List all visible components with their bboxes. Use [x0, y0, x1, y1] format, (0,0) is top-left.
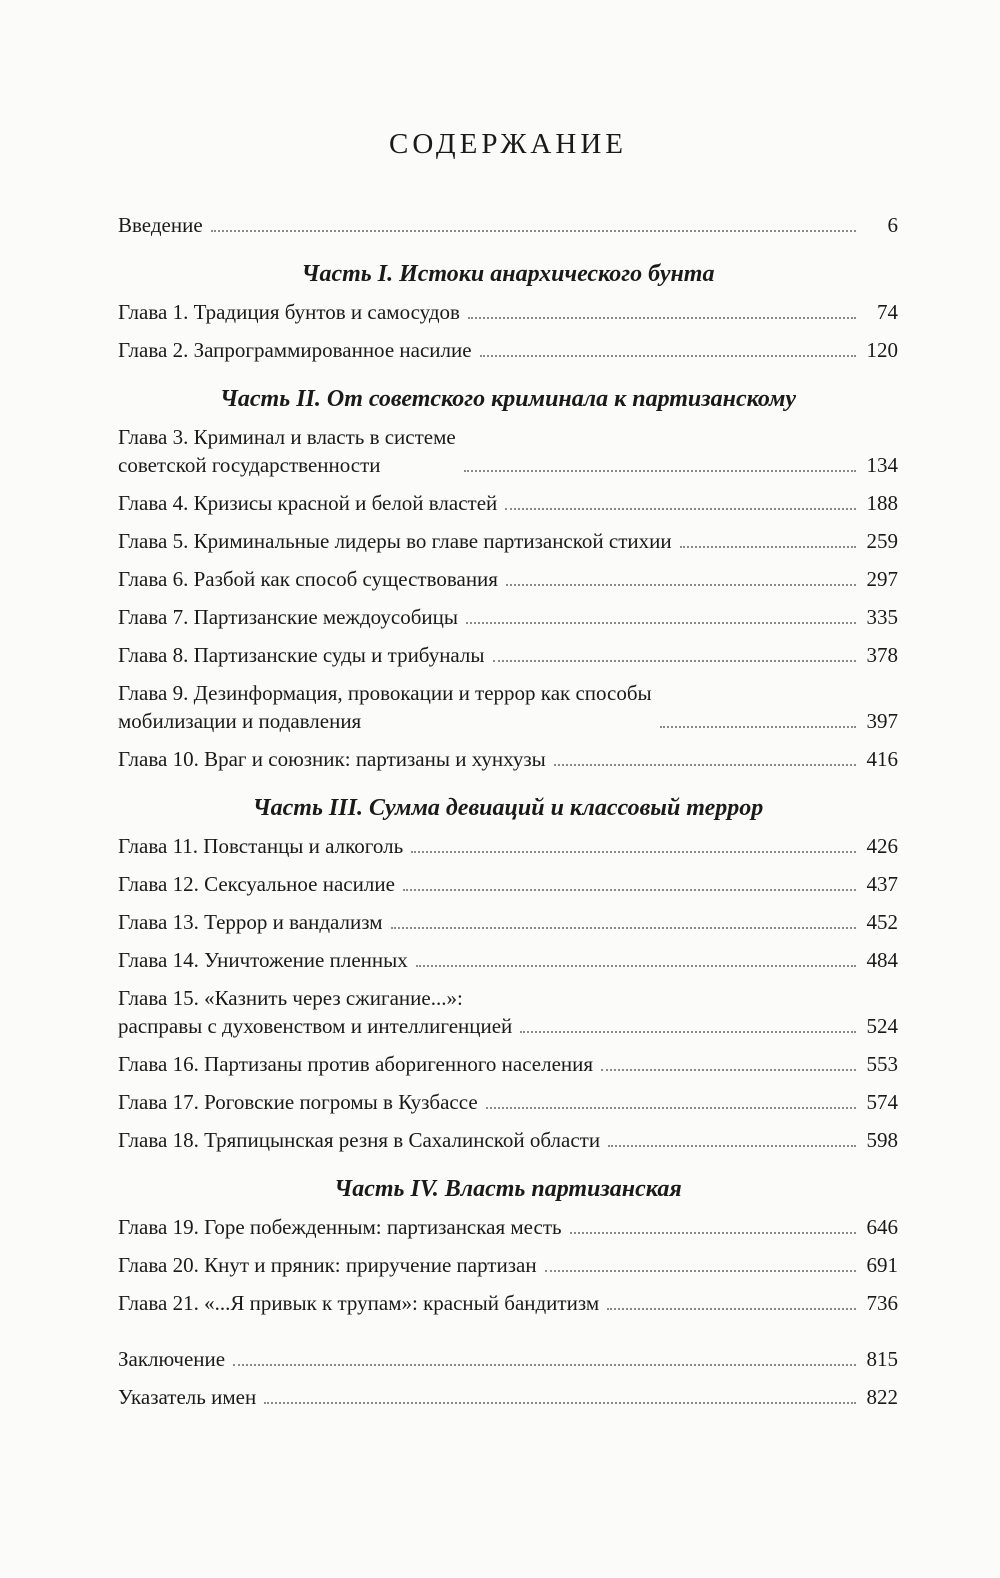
dot-leader — [486, 1107, 856, 1109]
dot-leader — [464, 470, 856, 472]
toc-entry[interactable] — [118, 745, 898, 773]
toc-entry-label: Глава 8. Партизанские суды и трибуналы — [118, 643, 485, 667]
toc-entry-label: Глава 20. Кнут и пряник: приручение партизан — [118, 1253, 537, 1277]
dot-leader — [601, 1069, 856, 1071]
toc-entry[interactable] — [118, 336, 898, 364]
part-heading-1: Часть I. Истоки анархического бунта — [301, 261, 715, 287]
toc-entry[interactable] — [118, 423, 898, 479]
dot-leader — [660, 726, 856, 728]
toc-page-number: 120 — [866, 338, 898, 362]
part-heading-2: Часть II. От советского криминала к партизанскому — [219, 386, 797, 412]
dot-leader — [607, 1308, 856, 1310]
dot-leader — [554, 764, 856, 766]
toc-page-number: 822 — [866, 1385, 898, 1409]
spacer — [118, 1327, 898, 1345]
toc-entry-label: Глава 2. Запрограммированное насилие — [118, 338, 472, 362]
toc-entry-label: Глава 13. Террор и вандализм — [118, 910, 383, 934]
dot-leader — [416, 965, 856, 967]
toc-entry[interactable] — [118, 870, 898, 898]
toc-entry[interactable] — [118, 298, 898, 326]
toc-entry-label: Глава 17. Роговские погромы в Кузбассе — [118, 1090, 478, 1114]
toc-entry[interactable] — [118, 1213, 898, 1241]
toc-entry[interactable] — [118, 527, 898, 555]
dot-leader — [466, 622, 856, 624]
toc-entry-label: Глава 12. Сексуальное насилие — [118, 872, 395, 896]
toc-entry-label: Глава 1. Традиция бунтов и самосудов — [118, 300, 460, 324]
toc-page-number: 736 — [866, 1291, 898, 1315]
toc-entry-conclusion[interactable] — [118, 1345, 898, 1373]
toc-page-number: 452 — [866, 910, 898, 934]
toc-entry-label: Указатель имен — [118, 1385, 257, 1409]
toc-entry-label: Глава 3. Криминал и власть в системе советской государственности — [118, 425, 456, 477]
toc-entry[interactable] — [118, 984, 898, 1040]
toc-entry[interactable] — [118, 1126, 898, 1154]
toc-entry-label: Глава 5. Криминальные лидеры во главе партизанской стихии — [118, 529, 672, 553]
toc-entry[interactable] — [118, 565, 898, 593]
toc-page-number: 74 — [877, 300, 898, 324]
toc-entry-label: Глава 16. Партизаны против аборигенного населения — [118, 1052, 594, 1076]
dot-leader — [545, 1270, 856, 1272]
table-of-contents — [118, 128, 898, 1421]
toc-entry-label: Глава 10. Враг и союзник: партизаны и хунхузы — [118, 747, 546, 771]
dot-leader — [608, 1145, 856, 1147]
toc-page-number: 335 — [866, 605, 898, 629]
toc-page-number: 574 — [866, 1090, 898, 1114]
toc-page-number: 134 — [866, 453, 898, 477]
toc-entry[interactable] — [118, 1050, 898, 1078]
toc-page-number: 188 — [866, 491, 898, 515]
toc-page-number: 437 — [866, 872, 898, 896]
toc-entry-label: Заключение — [118, 1347, 226, 1371]
dot-leader — [264, 1402, 856, 1404]
toc-entry[interactable] — [118, 679, 898, 735]
toc-entry-label: Глава 11. Повстанцы и алкоголь — [118, 834, 404, 858]
dot-leader — [411, 851, 856, 853]
dot-leader — [480, 355, 856, 357]
toc-page-number: 6 — [887, 213, 898, 237]
toc-entry-name-index[interactable] — [118, 1383, 898, 1411]
toc-page-number: 484 — [866, 948, 898, 972]
toc-entry-label: Глава 18. Тряпицынская резня в Сахалинской области — [118, 1128, 601, 1152]
toc-entry-label: Глава 19. Горе побежденным: партизанская месть — [118, 1215, 562, 1239]
toc-page-number: 553 — [866, 1052, 898, 1076]
part-heading-4: Часть IV. Власть партизанская — [334, 1176, 682, 1202]
toc-entry[interactable] — [118, 1251, 898, 1279]
toc-entry[interactable] — [118, 641, 898, 669]
toc-entry-label: Глава 9. Дезинформация, провокации и террор как способы мобилизации и подавления — [118, 681, 652, 733]
toc-entry-intro[interactable] — [118, 211, 898, 239]
toc-page-number: 426 — [866, 834, 898, 858]
toc-page-number: 416 — [866, 747, 898, 771]
dot-leader — [570, 1232, 856, 1234]
toc-page-number: 259 — [866, 529, 898, 553]
toc-entry-label: Глава 15. «Казнить через сжигание...»: расправы с духовенством и интеллигенцией — [118, 986, 513, 1038]
part-heading-3: Часть III. Сумма девиаций и классовый террор — [252, 795, 764, 821]
dot-leader — [680, 546, 856, 548]
dot-leader — [233, 1364, 856, 1366]
toc-entry[interactable] — [118, 946, 898, 974]
toc-page-number: 598 — [866, 1128, 898, 1152]
dot-leader — [520, 1031, 856, 1033]
toc-page-number: 378 — [866, 643, 898, 667]
toc-entry[interactable] — [118, 1289, 898, 1317]
dot-leader — [468, 317, 856, 319]
toc-page-number: 646 — [866, 1215, 898, 1239]
toc-entry-label: Глава 21. «...Я привык к трупам»: красный бандитизм — [118, 1291, 600, 1315]
dot-leader — [211, 230, 856, 232]
toc-entry-label: Глава 7. Партизанские междоусобицы — [118, 605, 458, 629]
toc-entry-label: Глава 14. Уничтожение пленных — [118, 948, 408, 972]
dot-leader — [505, 508, 856, 510]
page-title: СОДЕРЖАНИЕ — [389, 128, 627, 160]
toc-entry[interactable] — [118, 908, 898, 936]
toc-entry[interactable] — [118, 832, 898, 860]
toc-page-number: 691 — [866, 1253, 898, 1277]
dot-leader — [493, 660, 856, 662]
toc-entry-label: Введение — [118, 213, 203, 237]
toc-entry[interactable] — [118, 603, 898, 631]
toc-page-number: 524 — [866, 1014, 898, 1038]
toc-page-number: 297 — [866, 567, 898, 591]
toc-page-number: 815 — [866, 1347, 898, 1371]
toc-page-number: 397 — [866, 709, 898, 733]
dot-leader — [391, 927, 856, 929]
toc-entry-label: Глава 6. Разбой как способ существования — [118, 567, 498, 591]
dot-leader — [506, 584, 856, 586]
toc-entry-label: Глава 4. Кризисы красной и белой властей — [118, 491, 498, 515]
toc-entry[interactable] — [118, 1088, 898, 1116]
toc-entry[interactable] — [118, 489, 898, 517]
dot-leader — [403, 889, 856, 891]
